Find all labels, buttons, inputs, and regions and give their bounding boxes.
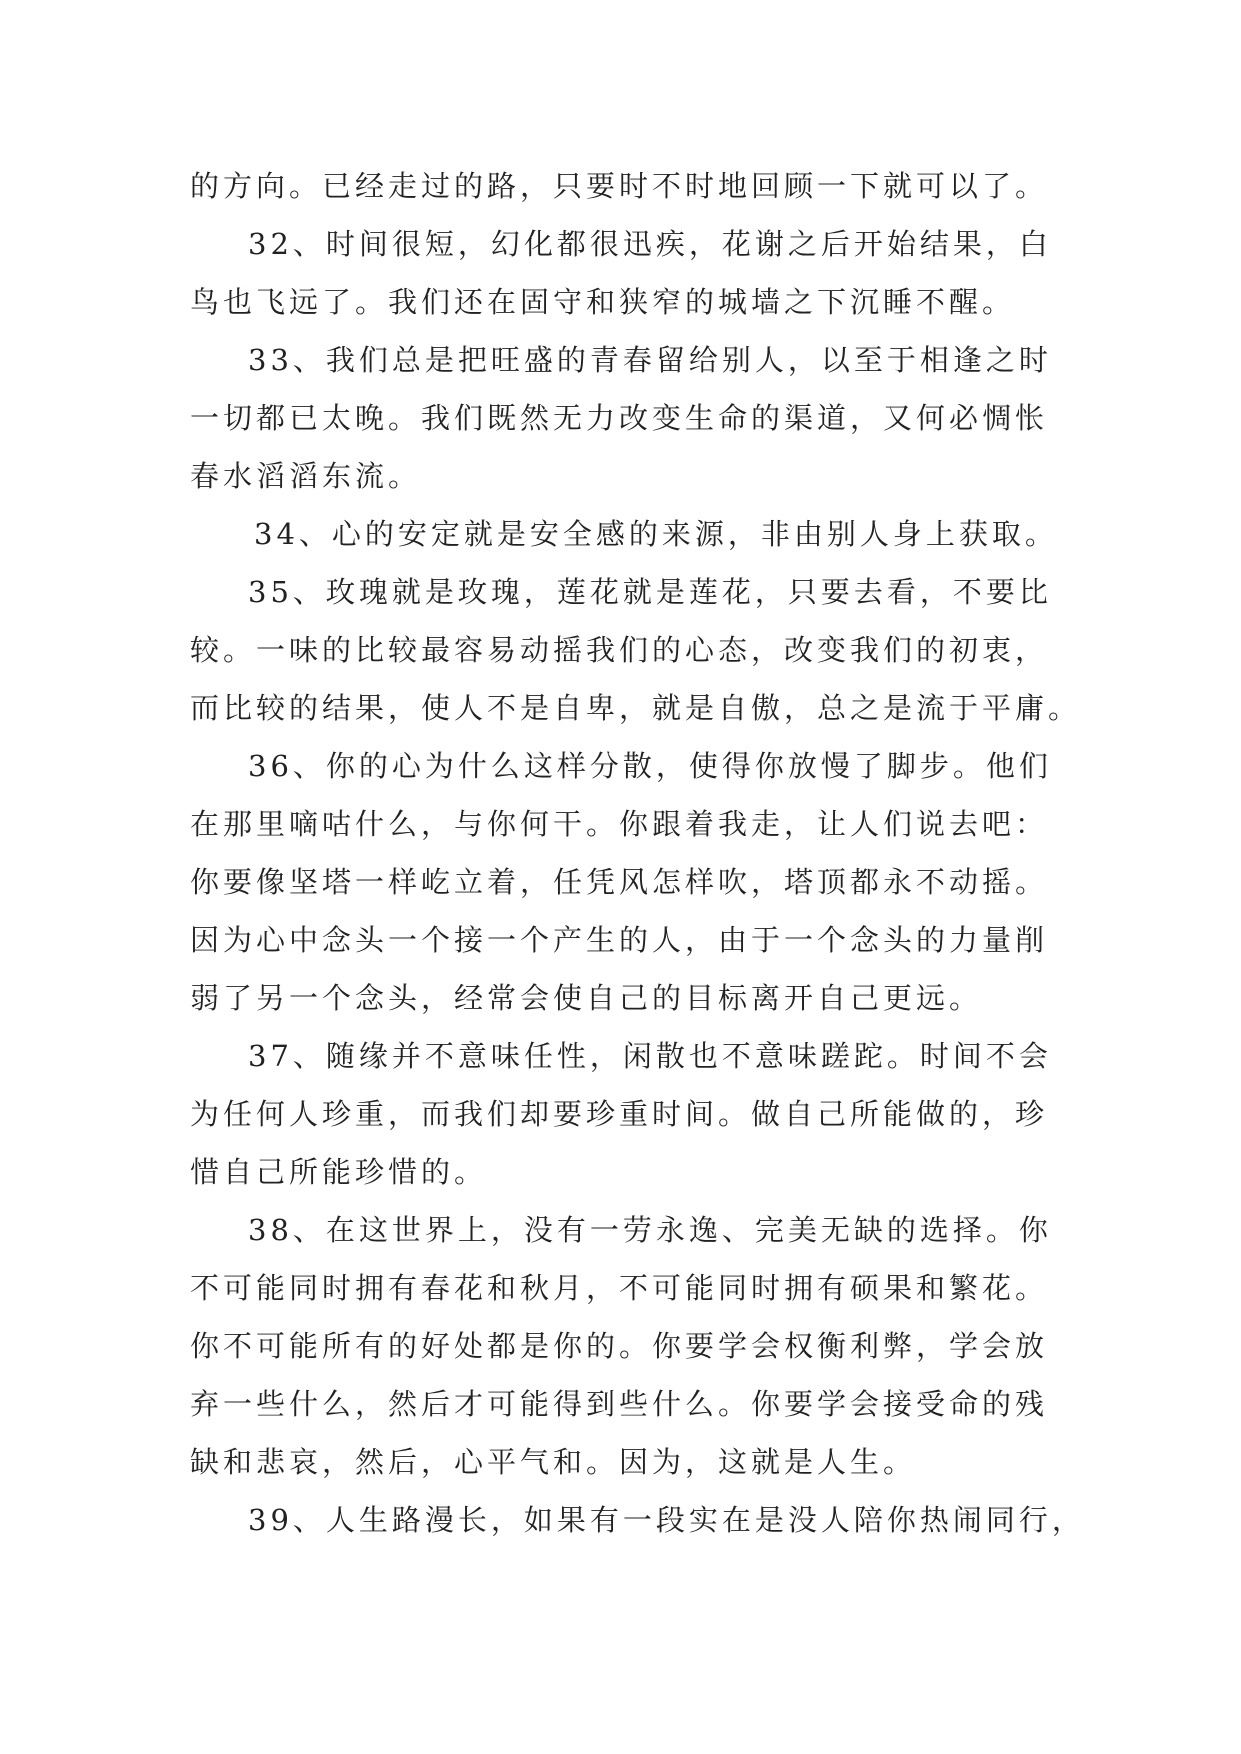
text-line: 弱了另一个念头，经常会使自己的目标离开自己更远。 (190, 981, 983, 1015)
paragraph-33-line: 33、我们总是把旺盛的青春留给别人，以至于相逢之时 (248, 343, 1052, 377)
text-line: 一切都已太晚。我们既然无力改变生命的渠道，又何必惆怅 (190, 401, 1049, 435)
paragraph-39-line: 39、人生路漫长，如果有一段实在是没人陪你热闹同行， (248, 1503, 1085, 1537)
text-line: 不可能同时拥有春花和秋月，不可能同时拥有硕果和繁花。 (190, 1271, 1049, 1305)
text-line: 的方向。已经走过的路，只要时不时地回顾一下就可以了。 (190, 169, 1049, 203)
text-line: 因为心中念头一个接一个产生的人，由于一个念头的力量削 (190, 923, 1049, 957)
text-line: 鸟也飞远了。我们还在固守和狭窄的城墙之下沉睡不醒。 (190, 285, 1016, 319)
text-line: 缺和悲哀，然后，心平气和。因为，这就是人生。 (190, 1445, 917, 1479)
text-line: 在那里嘀咕什么，与你何干。你跟着我走，让人们说去吧： (190, 807, 1049, 841)
paragraph-34-line: 34、心的安定就是安全感的来源，非由别人身上获取。 (254, 517, 1058, 551)
paragraph-38-line: 38、在这世界上，没有一劳永逸、完美无缺的选择。你 (248, 1213, 1052, 1247)
paragraph-37-line: 37、随缘并不意味任性，闲散也不意味蹉跎。时间不会 (248, 1039, 1052, 1073)
text-line: 而比较的结果，使人不是自卑，就是自傲，总之是流于平庸。 (190, 691, 1082, 725)
paragraph-32-line: 32、时间很短，幻化都很迅疾，花谢之后开始结果，白 (248, 227, 1052, 261)
text-line: 较。一味的比较最容易动摇我们的心态，改变我们的初衷， (190, 633, 1049, 667)
paragraph-36-line: 36、你的心为什么这样分散，使得你放慢了脚步。他们 (248, 749, 1052, 783)
text-line: 你要像坚塔一样屹立着，任凭风怎样吹，塔顶都永不动摇。 (190, 865, 1049, 899)
text-line: 你不可能所有的好处都是你的。你要学会权衡利弊，学会放 (190, 1329, 1049, 1363)
document-body (190, 157, 1085, 1549)
text-line: 弃一些什么，然后才可能得到些什么。你要学会接受命的残 (190, 1387, 1049, 1421)
paragraph-35-line: 35、玫瑰就是玫瑰，莲花就是莲花，只要去看，不要比 (248, 575, 1052, 609)
text-line: 惜自己所能珍惜的。 (190, 1155, 488, 1189)
text-line: 春水滔滔东流。 (190, 459, 422, 493)
text-line: 为任何人珍重，而我们却要珍重时间。做自己所能做的，珍 (190, 1097, 1049, 1131)
